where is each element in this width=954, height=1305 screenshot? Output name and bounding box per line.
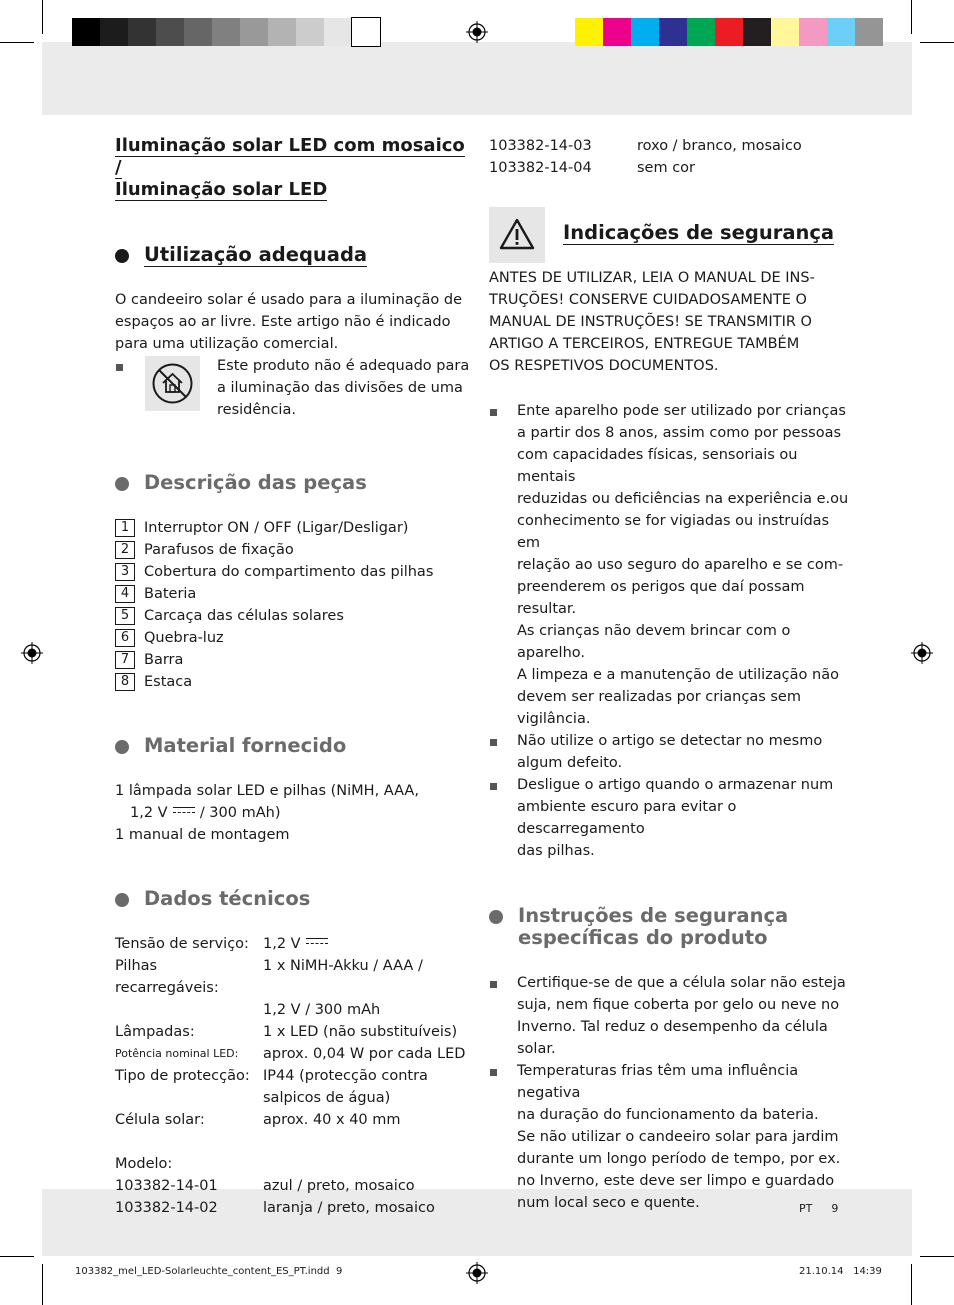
gray-swatch [128,18,156,46]
color-swatch [659,18,687,46]
table-row: Modelo: [115,1156,173,1172]
indoor-warning: Este produto não é adequado para a iluminação das divisões de uma residência. [115,355,475,421]
list-item: Ente aparelho pode ser utilizado por crianças a partir dos 8 anos, assim como por pessoas com capacidades físicas, sensoriais ou mentais reduzidas ou deficiências na experiência e.ou conhecimento se for vigiadas ou instruídas em relação ao uso seguro do aparelho e se com- preenderem os perigos que daí possam resultar. As crianças não devem brincar com o aparelho. A limpeza e a manutenção de utilização não devem ser realizadas por crianças sem vigilância. [489,400,849,730]
gray-swatch [268,18,296,46]
color-swatch [575,18,603,46]
crop-mark [911,1264,912,1305]
table-row: 103382-14-01 azul / preto, mosaico [115,1178,415,1194]
color-swatch [687,18,715,46]
color-swatch [603,18,631,46]
crop-mark [0,42,34,43]
gray-swatch [324,18,352,46]
page-footer-label [799,1201,838,1217]
color-swatch [827,18,855,46]
crop-mark [42,1264,43,1305]
section-heading-parts: Descrição das peças [115,472,475,494]
file-timestamp: 21.10.14 14:39 [799,1266,882,1277]
list-item: 3 Cobertura do compartimento das pilhas [115,561,475,583]
list-item: Certifique-se de que a célula solar não esteja suja, nem fique coberta por gelo ou neve no Inverno. Tal reduz o desempenho da célula solar. [489,972,849,1060]
section-heading-use: Utilização adequada [115,244,475,266]
left-column [115,135,475,1219]
list-item: 2 Parafusos de fixação [115,539,475,561]
list-item: 8 Estaca [115,671,475,693]
crop-mark [920,42,954,43]
list-item: 5 Carcaça das células solares [115,605,475,627]
color-swatch [799,18,827,46]
table-row: Tipo de protecção: IP44 (protecção contra [115,1068,428,1084]
color-swatch [715,18,743,46]
bullet-dot-icon [115,893,129,907]
registration-mark-icon [466,1262,488,1284]
header-band [42,42,912,115]
section-heading-specific: Instruções de segurança específicas do produto [489,905,849,949]
list-item: 7 Barra [115,649,475,671]
gray-swatch [156,18,184,46]
gray-swatch [352,18,380,46]
color-swatch [771,18,799,46]
crop-mark [920,1256,954,1257]
color-swatch [743,18,771,46]
table-row: Pilhas recarregáveis: 1 x NiMH-Akku / AAA / [115,958,423,996]
warning-triangle-box [489,207,545,263]
list-item: Desligue o artigo quando o armazenar num ambiente escuro para evitar o descarregamento das pilhas. [489,774,849,862]
gray-swatch [296,18,324,46]
safety-caps-warning: ANTES DE UTILIZAR, LEIA O MANUAL DE INS- TRUÇÕES! CONSERVE CUIDADOSAMENTE O MANUAL DE INSTRUÇÕES! SE TRANSMITIR O ARTIGO A TERCEIROS, ENTREGUE TAMBÉM OS RESPETIVOS DOCUMENTOS. [489,270,815,374]
color-swatch [855,18,883,46]
table-row: 103382-14-03 roxo / branco, mosaico [489,138,802,154]
registration-mark-icon [911,642,933,664]
safety-section [489,267,849,1214]
table-row: 103382-14-04 sem cor [489,160,696,176]
gray-swatch [212,18,240,46]
section-heading-supplied: Material fornecido [115,735,475,757]
section-heading-tech: Dados técnicos [115,888,475,910]
bullet-dot-icon [489,910,503,924]
supplied-list: 1 lâmpada solar LED e pilhas (NiMH, AAA, 1,2 V / 300 mAh) 1 manual de montagem [115,783,419,843]
language-code: PT [799,1202,813,1215]
list-item: 4 Bateria [115,583,475,605]
crop-mark [42,0,43,34]
table-row: salpicos de água) [263,1090,391,1106]
gray-swatch [72,18,100,46]
right-column [489,135,849,179]
table-row: Tensão de serviço: 1,2 V [115,933,475,955]
tech-data-table [115,933,475,1219]
document-title [115,135,475,201]
title-line-1: Iluminação solar LED com mosaico / [115,135,465,178]
table-row: 103382-14-02 laranja / preto, mosaico [115,1200,435,1216]
bullet-square-icon [116,364,123,371]
table-row: Lâmpadas: 1 x LED (não substituíveis) [115,1024,458,1040]
dc-symbol-icon [306,938,328,947]
gray-swatch [184,18,212,46]
no-indoor-use-icon [145,356,200,411]
list-item: Temperaturas frias têm uma influência negativa na duração do funcionamento da bateria. Se não utilizar o candeeiro solar para jardim durante um longo período de tempo, por ex. no Inverno, este deve ser limpo e guardado num local seco e quente. [489,1060,849,1214]
registration-mark-icon [466,21,488,43]
registration-mark-icon [21,642,43,664]
warning-triangle-icon [489,207,545,263]
bullet-dot-icon [115,740,129,754]
color-swatch [631,18,659,46]
section-heading-safety: Indicações de segurança [563,221,835,244]
crop-mark [911,0,912,34]
bullet-dot-icon [115,249,129,263]
gray-swatch [100,18,128,46]
crop-mark [0,1256,34,1257]
table-row: Potência nominal LED: aprox. 0,04 W por cada LED [115,1046,466,1062]
gray-swatch [240,18,268,46]
list-item: 1 Interruptor ON / OFF (Ligar/Desligar) [115,517,475,539]
title-line-2: Iluminação solar LED [115,179,328,200]
bullet-dot-icon [115,477,129,491]
table-row: Célula solar: aprox. 40 x 40 mm [115,1112,401,1128]
parts-list [115,517,475,693]
file-slug: 103382_mel_LED-Solarleuchte_content_ES_PT.indd 9 [75,1266,343,1277]
dc-symbol-icon [173,807,195,816]
use-paragraph: O candeeiro solar é usado para a iluminação de espaços ao ar livre. Este artigo não é indicado para uma utilização comercial. [115,292,463,352]
page-number: 9 [831,1202,839,1215]
list-item: Não utilize o artigo se detectar no mesmo algum defeito. [489,730,849,774]
list-item: 6 Quebra-luz [115,627,475,649]
table-row: 1,2 V / 300 mAh [263,1002,381,1018]
